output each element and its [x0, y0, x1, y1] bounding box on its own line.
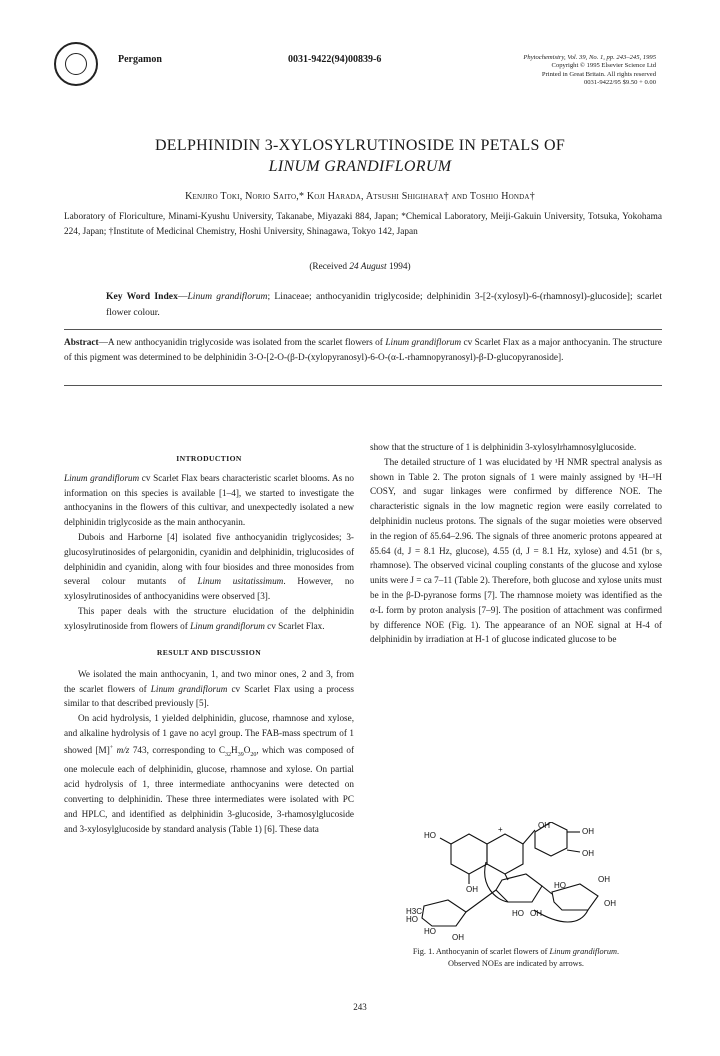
price-code: 0031-9422/95 $9.50 + 0.00 — [583, 79, 656, 87]
figure-caption — [370, 946, 662, 969]
intro-paragraph-1: Linum grandiflorum cv Scarlet Flax bears characteristic scarlet blooms. As no information on this species is available [1–4], we started to investigate the anthocyanins in the flowers of this cultivar, and unexpectedly isolated a new delphinidin triglycoside as the main anthocyanin. — [64, 472, 354, 528]
positive-charge-label: + — [498, 825, 503, 834]
title-line-2: LINUM GRANDIFLORUM — [268, 158, 452, 175]
oh-label: OH — [582, 827, 594, 836]
abstract-top-rule — [64, 329, 662, 330]
oh-label: OH — [530, 909, 542, 918]
paper-title — [0, 135, 720, 177]
methyl-label: H3C — [406, 907, 423, 916]
right-paragraph-0: show that the structure of 1 is delphinidin 3-xylosylrhamnosylglucoside. — [370, 442, 637, 452]
introduction-heading: INTRODUCTION — [176, 454, 242, 463]
oh-label: OH — [604, 899, 616, 908]
journal-info — [523, 54, 656, 88]
introduction-section — [64, 452, 354, 634]
oh-label: OH — [582, 849, 594, 858]
results-paragraph-1: We isolated the main anthocyanin, 1, and two minor ones, 2 and 3, from the scarlet flowers of Linum grandiflorum cv Scarlet Flax using a process similar to that described previously [5]. — [64, 668, 354, 709]
right-column-text — [370, 440, 662, 647]
ho-label: HO — [424, 831, 436, 840]
title-line-1: DELPHINIDIN 3-XYLOSYLRUTINOSIDE IN PETALS OF — [154, 137, 566, 154]
publisher-name: Pergamon — [118, 54, 162, 65]
right-paragraph-1: The detailed structure of 1 was elucidated by ¹H NMR spectral analysis as shown in Table 2. The proton signals of 1 were mainly assigned by ¹H–¹H COSY, and sugar linkages were confirmed by difference NOE. The characteristic signals in the low magnetic region were easily correlated to delphinidin nucleus protons. The signals of the sugar moieties were observed in the region of δ5.64–2.96. The signals of three anomeric protons appeared at δ5.64 (d, J = 8.1 Hz, glucose), 4.55 (d, J = 8.1 Hz, xylose) and 4.51 (br s, rhamnose). The observed vicinal coupling constants of the glucose and xylose units were J = ca 7–11 (Table 2). Therefore, both glucose and xylose units must be in the β-D-pyranose forms [7]. The rhamnose moiety was identified as the α-L form by proton analysis [7–9]. The position of attachment was confirmed by difference NOE (Fig. 1). The appearance of an NOE signal at H-4 of delphinidin by irradiation at H-1 of glucose indicated glucose to be — [370, 456, 662, 645]
affiliations: Laboratory of Floriculture, Minami-Kyushu University, Takanabe, Miyazaki 884, Japan; *Chemical Laboratory, Meiji-Gakuin University, Totsuka, Yokohama 224, Japan; †Institute of Medicinal Chemistry, Hoshi University, Shinagawa, Tokyo 142, Japan — [64, 212, 662, 237]
results-paragraph-2: On acid hydrolysis, 1 yielded delphinidin, glucose, rhamnose and xylose, and alkaline hydrolysis of 1 gave no acyl group. The FAB-mass spectrum of 1 showed [M]+ m/z 743, corresponding to $C_{32}H_{39}O_{20}$, which was composed of one molecule each of delphinidin, glucose, rhamnose and xylose. On partial acid hydrolysis of 1, three intermediate anthocyanins were detected on converting to delphinidin. These three intermediates were isolated with PC and HPLC, and identified as delphinidin 3-glucoside, 3-rhamosylglucoside and 3-xylosylglucoside by standard analysis (Table 1) [6]. These data — [64, 713, 355, 834]
results-section — [64, 646, 354, 836]
copyright: Copyright © 1995 Elsevier Science Ltd — [551, 62, 656, 70]
oh-label: OH — [452, 933, 464, 942]
abstract-bottom-rule — [64, 385, 662, 386]
caption-line-1: Fig. 1. Anthocyanin of scarlet flowers of Linum grandiflorum. — [412, 947, 620, 956]
intro-paragraph-3: This paper deals with the structure elucidation of the delphinidin xylosylrutinoside from flowers of Linum grandiflorum cv Scarlet Flax. — [64, 605, 354, 631]
printed-note: Printed in Great Britain. All rights reserved — [541, 70, 656, 78]
page-number: 243 — [353, 1002, 367, 1012]
results-heading: RESULT AND DISCUSSION — [156, 648, 262, 657]
intro-paragraph-2: Dubois and Harborne [4] isolated five anthocyanidin triglycosides; 3-glucosylrutinosides of pelargonidin, cyanidin and delphinidin, triglucosides of delphinidin and cyanidin, along with four biosides and three monosides from several colour mutants of Linum usitatissimum. However, no xylosylrutinosides of anthocyanidins were observed [3]. — [64, 531, 355, 602]
oh-label: OH — [538, 822, 550, 830]
ho-label: HO — [554, 881, 566, 890]
authors: Kenjiro Toki, Norio Saito,* Koji Harada, Atsushi Shigihara† and Toshio Honda† — [185, 191, 535, 202]
oh-label: OH — [466, 885, 478, 894]
publisher-logo — [54, 42, 98, 86]
ho-label: HO — [424, 927, 436, 936]
doi: 0031-9422(94)00839-6 — [288, 54, 382, 65]
ho-label: HO — [512, 909, 524, 918]
keyword-index: Key Word Index—Linum grandiflorum; Linaceae; anthocyanidin triglycoside; delphinidin 3-[2-(xylosyl)-6-(rhamnosyl)-glucoside]; scarlet flower colour. — [106, 291, 662, 318]
anthocyanin-structure-figure — [384, 822, 652, 944]
journal-citation: Phytochemistry, Vol. 39, No. 1, pp. 243–245, 1995 — [523, 54, 656, 61]
abstract: Abstract—A new anthocyanidin triglycoside was isolated from the scarlet flowers of Linum grandiflorum cv Scarlet Flax as a major anthocyanin. The structure of this pigment was determined to be delphinidin 3-O-[2-O-(β-D-(xylopyranosyl)-6-O-(α-L-rhamnopyranosyl)-β-D-glucopyranoside]. — [64, 338, 662, 363]
received-date: (Received 24 August 1994) — [309, 262, 411, 272]
oh-label: OH — [598, 875, 610, 884]
caption-line-2: Observed NOEs are indicated by arrows. — [448, 958, 584, 968]
ho-label: HO — [406, 915, 418, 924]
